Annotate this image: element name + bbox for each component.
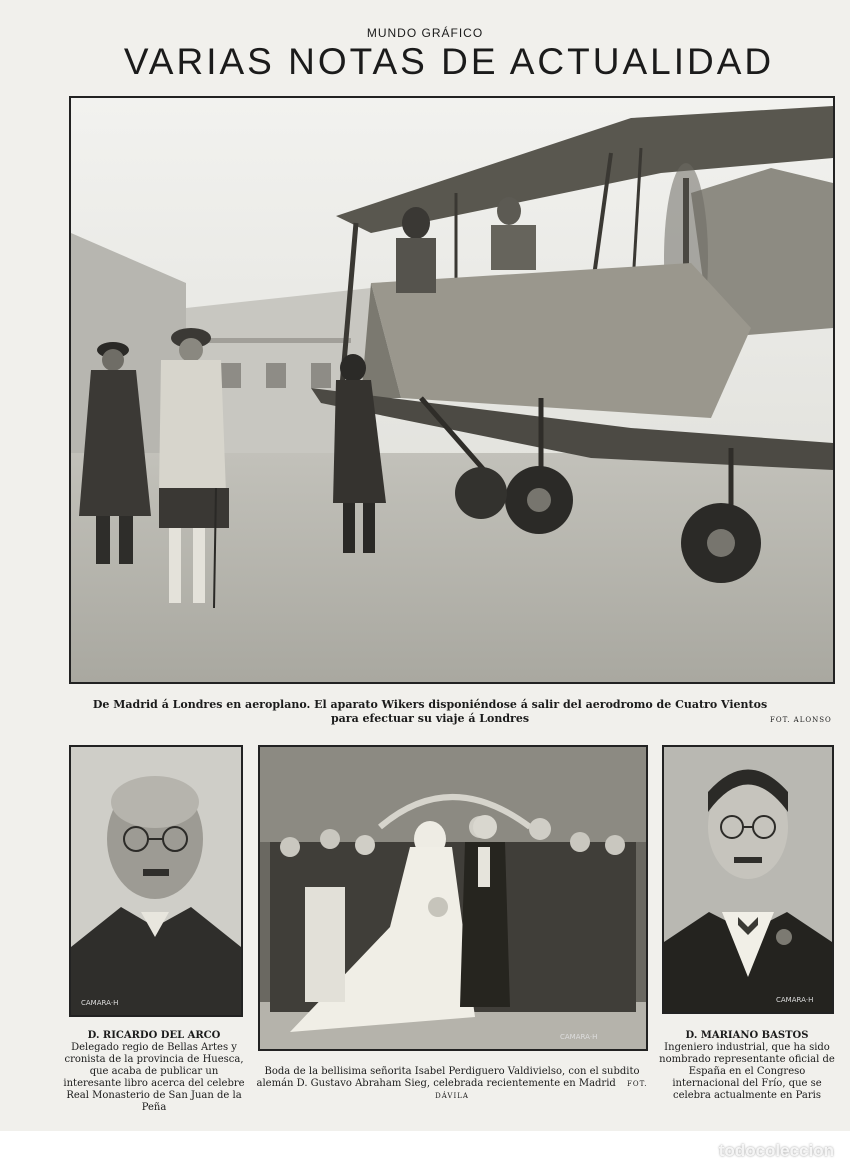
mariano-bastos-portrait xyxy=(662,745,834,1014)
mariano-bastos-caption xyxy=(654,1030,840,1102)
aeroplane-photo xyxy=(69,96,835,684)
aeroplane-caption: De Madrid á Londres en aeroplano. El aparato Wikers disponiéndose á salir del aerodromo de Cuatro Vientos para efectuar su viaje á Londres xyxy=(92,698,768,725)
mariano-bastos-name: D. MARIANO BASTOS xyxy=(685,1030,809,1041)
ricardo-del-arco-portrait xyxy=(69,745,243,1017)
portrait-signature: CAMARA·H xyxy=(81,999,119,1007)
ricardo-del-arco-name: D. RICARDO DEL ARCO xyxy=(87,1030,221,1041)
ricardo-del-arco-caption xyxy=(62,1030,246,1114)
aeroplane-photo-credit: FOT. ALONSO xyxy=(770,716,832,724)
wedding-photo xyxy=(258,745,648,1051)
watermark-text: todocoleccion xyxy=(718,1141,834,1160)
watermark-logo-icon xyxy=(697,1140,715,1158)
page-title: VARIAS NOTAS DE ACTUALIDAD xyxy=(123,41,775,82)
wedding-photo-drawing xyxy=(260,747,646,1049)
ricardo-del-arco-description: Delegado regio de Bellas Artes y cronista de la provincia de Huesca, que acaba de publicar un interesante libro acerca del celebre Real Monasterio de San Juan de la Peña xyxy=(63,1042,245,1113)
wedding-caption-text: Boda de la bellisima señorita Isabel Perdiguero Valdivielso, con el subdito alemán D. Gustavo Abraham Sieg, celebrada recientemente en Madrid xyxy=(256,1066,640,1089)
wedding-signature: CAMARA·H xyxy=(560,1033,598,1041)
portrait-drawing xyxy=(664,747,832,1012)
watermark xyxy=(697,1140,834,1161)
magazine-name: MUNDO GRÁFICO xyxy=(366,26,484,40)
portrait-drawing xyxy=(71,747,241,1015)
portrait-signature: CAMARA·H xyxy=(776,996,814,1004)
wedding-caption xyxy=(254,1066,650,1102)
aeroplane-photo-drawing xyxy=(71,98,833,682)
mariano-bastos-description: Ingeniero industrial, que ha sido nombrado representante oficial de España en el Congreso internacional del Frío, que se celebra actualmente en Paris xyxy=(659,1042,835,1101)
wedding-photo-credit: FOT. DÁVILA xyxy=(435,1080,648,1100)
